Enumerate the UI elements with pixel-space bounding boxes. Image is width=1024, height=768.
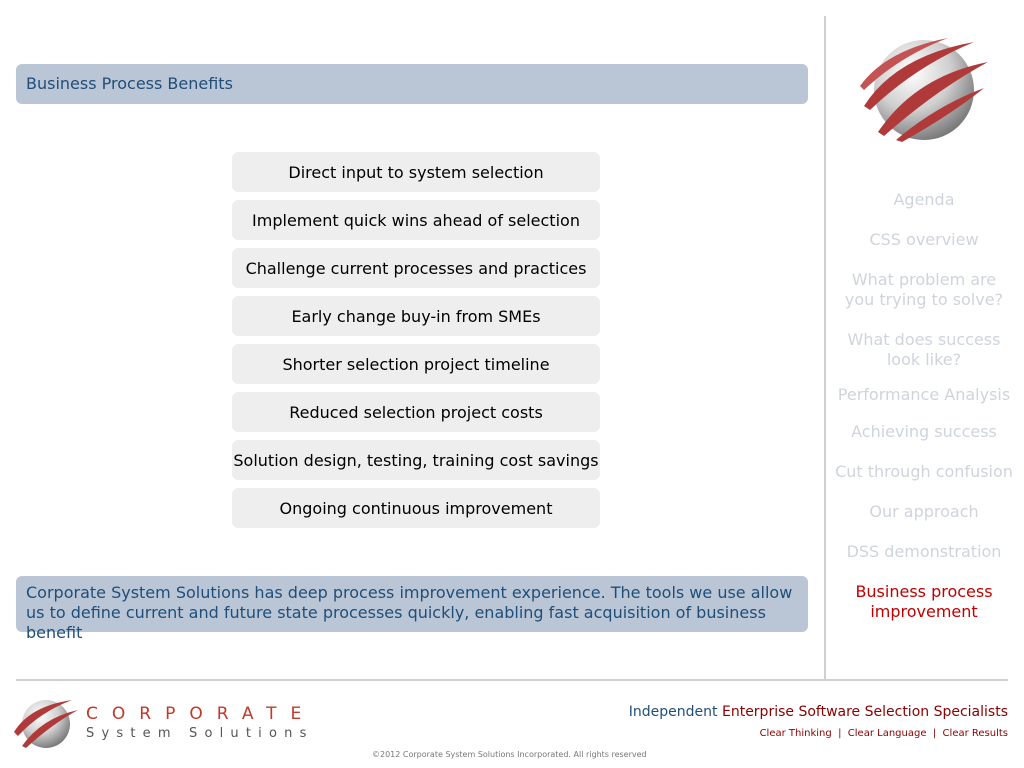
nav-item-achieving-success[interactable]: Achieving success [851,422,997,441]
brand-name: CORPORATE [86,704,316,724]
nav-item-cut-through-confusion[interactable]: Cut through confusion [835,462,1013,481]
benefit-item: Challenge current processes and practices [232,248,600,288]
tagline-independent: Independent [628,704,718,720]
vertical-divider [824,16,826,680]
nav-item-business-process-improvement[interactable]: Business process improvement [855,582,993,621]
nav-item-agenda[interactable]: Agenda [893,190,955,209]
horizontal-divider [16,679,1008,681]
tagline [629,704,1008,720]
copyright: ©2012 Corporate System Solutions Incorporated. All rights reserved [372,750,647,759]
benefit-item: Reduced selection project costs [232,392,600,432]
company-logo-icon [10,696,80,752]
tagline-specialists: Enterprise Software Selection Specialists [721,704,1008,720]
benefit-item: Solution design, testing, training cost savings [232,440,600,480]
nav-item-problem[interactable]: What problem are you trying to solve? [844,270,1004,309]
nav-item-performance-analysis[interactable]: Performance Analysis [837,385,1011,404]
benefit-item: Early change buy-in from SMEs [232,296,600,336]
benefit-item: Ongoing continuous improvement [232,488,600,528]
benefit-item: Implement quick wins ahead of selection [232,200,600,240]
benefits-list [232,152,600,536]
page-title: Business Process Benefits [16,64,808,104]
benefit-item: Shorter selection project timeline [232,344,600,384]
nav-item-our-approach[interactable]: Our approach [869,502,979,521]
nav-item-dss-demonstration[interactable]: DSS demonstration [846,542,1002,561]
sphere-logo-icon [856,36,992,144]
benefit-item: Direct input to system selection [232,152,600,192]
brand-subname: System Solutions [86,726,314,741]
nav-item-success-look[interactable]: What does success look like? [847,330,1001,369]
summary-box: Corporate System Solutions has deep process improvement experience. The tools we use allow us to define current and future state processes quickly, enabling fast acquisition of business benefit [16,576,808,632]
subtagline: Clear Thinking | Clear Language | Clear Results [759,728,1008,739]
nav-item-css-overview[interactable]: CSS overview [869,230,979,249]
